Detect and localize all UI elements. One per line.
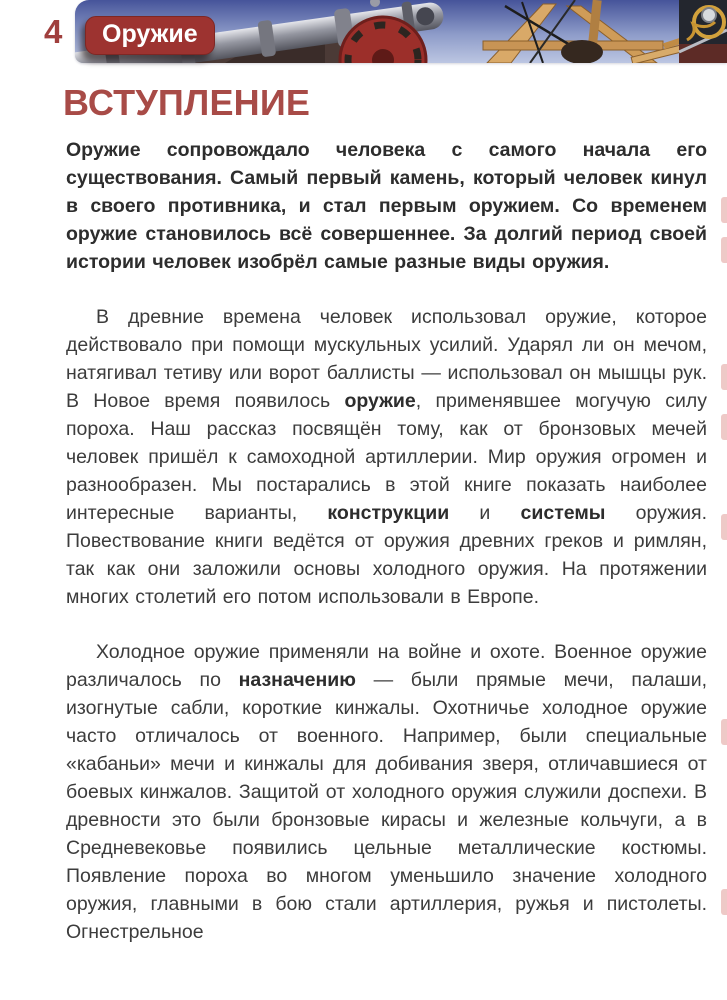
page-edge-mark [721,414,727,440]
text-segment: — были прямые мечи, палаши, изогнутые сабли, короткие кинжалы. Охотничье холодное оружие часто отличалось от военного. Например, были специальные «кабаньи» мечи и кинжалы для добивания зверя, отличавшиеся от боевых кинжалов. Защитой от холодного оружия служили доспехи. В древности это были бронзовые кирасы и железные кольчуги, а в Средневековье появились цельные металлические костюмы. Появление пороха во многом уменьшило значение холодного оружия, главными в бою стали артиллерия, ружья и пистолеты. Огнестрельное [66,669,708,943]
paragraph [66,136,707,276]
text-segment: Оружие сопровождало человека с самого начала его существования. Самый первый камень, который человек кинул в своего противника, и стал первым оружием. Со временем оружие становилось всё совершеннее. За долгий период своей истории человек изобрёл самые разные виды оружия. [66,139,707,273]
body-text [66,136,707,973]
text-segment: и [449,502,521,524]
text-segment: назначению [238,669,356,691]
page-number: 4 [44,13,63,50]
text-segment: оружие [344,390,416,412]
page-edge-mark [721,514,727,540]
text-segment: Холодное оружие применяли на войне и охоте. Военное оружие различалось по [66,641,707,691]
page-edge-mark [721,237,727,263]
text-segment: конструкции [327,502,450,524]
page-title: ВСТУПЛЕНИЕ [63,82,311,123]
section-label: Оружие [85,16,215,55]
text-segment: , применявшее могучую силу пороха. Наш рассказ посвящён тому, как от бронзовых мечей человек пришёл к самоходной артиллерии. Мир оружия огромен и разнообразен. Мы постарались в этой книге показать наиболее интересные варианты, [66,390,707,524]
text-segment: системы [520,502,606,524]
page-edge-mark [721,364,727,390]
paragraph [66,303,707,611]
page-edge-mark [721,719,727,745]
text-segment: В древние времена человек использовал оружие, которое действовало при помощи мускульных усилий. Ударял ли он мечом, натягивал тетиву или ворот баллисты — использовал он мышцы рук. В Новое время появилось [66,306,707,412]
page-edge-mark [721,889,727,915]
page-edge-mark [721,197,727,223]
text-segment: оружия. Повествование книги ведётся от оружия древних греков и римлян, так как они заложили основы холодного оружия. На протяжении многих столетий его потом использовали в Европе. [66,502,707,608]
paragraph [66,638,707,946]
gold-ornament-illustration [679,0,727,63]
